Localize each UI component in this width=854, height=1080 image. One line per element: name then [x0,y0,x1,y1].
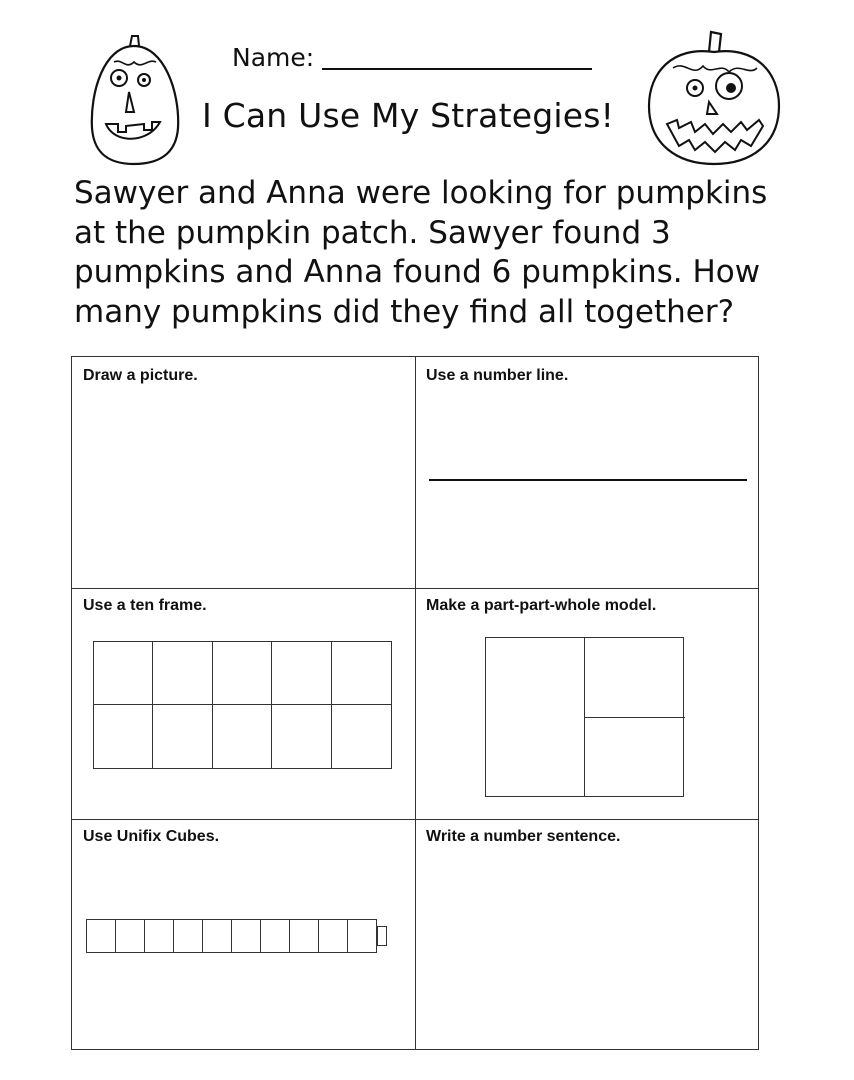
number-sentence-label: Write a number sentence. [426,828,621,845]
unifix-cube[interactable] [115,919,145,953]
name-blank-line[interactable] [322,38,592,70]
ten-frame-cell[interactable] [213,705,272,768]
unifix-cube[interactable] [289,919,319,953]
unifix-cube-nub [377,926,387,946]
unifix-cube[interactable] [86,919,116,953]
part-part-whole-label: Make a part-part-whole model. [426,597,657,614]
ten-frame-cell[interactable] [153,642,212,705]
pumpkin-face-icon [86,32,182,168]
grid-divider-vertical [415,357,416,1049]
number-line [429,479,747,481]
name-label: Name: [232,43,315,72]
ten-frame-label: Use a ten frame. [83,597,207,614]
strategy-grid [71,356,759,1050]
unifix-cube[interactable] [144,919,174,953]
ten-frame-cell[interactable] [213,642,272,705]
ppw-divider [584,717,685,718]
unifix-cube[interactable] [202,919,232,953]
ten-frame-cell[interactable] [272,705,331,768]
grid-divider-horizontal [72,588,758,589]
ten-frame-cell[interactable] [94,642,153,705]
jack-o-lantern-icon [643,28,785,168]
number-line-label: Use a number line. [426,367,569,384]
word-problem: Sawyer and Anna were looking for pumpkins at the pumpkin patch. Sawyer found 3 pumpkins and Anna found 6 pumpkins. How many pumpkins did they find all together? [74,175,768,330]
unifix-cube[interactable] [260,919,290,953]
unifix-cube[interactable] [347,919,377,953]
unifix-cube[interactable] [318,919,348,953]
unifix-cubes-label: Use Unifix Cubes. [83,828,220,845]
ten-frame-cell[interactable] [94,705,153,768]
draw-picture-label: Draw a picture. [83,367,198,384]
ten-frame-cell[interactable] [332,705,391,768]
part-part-whole-model [485,637,684,797]
ten-frame-cell[interactable] [153,705,212,768]
grid-divider-horizontal [72,819,758,820]
page-title: I Can Use My Strategies! [202,96,615,135]
unifix-cube-train [86,919,387,953]
unifix-cube[interactable] [231,919,261,953]
ten-frame-cell[interactable] [332,642,391,705]
unifix-cube[interactable] [173,919,203,953]
name-field [232,30,592,70]
ten-frame [93,641,392,769]
ten-frame-cell[interactable] [272,642,331,705]
